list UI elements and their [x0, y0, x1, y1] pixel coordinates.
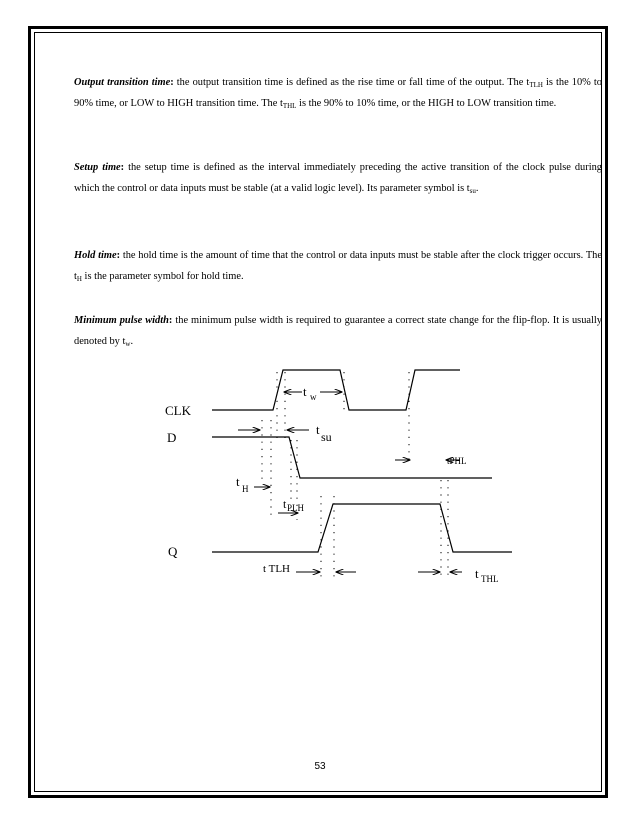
paragraph-text: . [130, 336, 134, 348]
label-tplh-sub: PLH [287, 503, 305, 513]
term-colon: : [170, 77, 174, 89]
q-waveform [212, 504, 512, 552]
subscript-tlh: TLH [529, 81, 543, 90]
term-hold-time: Hold time [74, 250, 117, 262]
label-tthl-sub: THL [481, 574, 499, 584]
label-tthl: t [475, 566, 479, 581]
paragraph-text: is the 90% to 10% time, or the HIGH to LOW transition time. [296, 98, 557, 110]
signal-label-q: Q [168, 544, 178, 559]
subscript-w: w [125, 340, 131, 349]
subscript-h: H [76, 275, 82, 284]
label-th-sub: H [242, 484, 249, 494]
label-tw-sub: w [310, 392, 317, 402]
label-ttlh: t TLH [263, 563, 290, 575]
paragraph-text: the setup time is defined as the interval immediately preceding the active transition of the clock pulse during which the control or data inputs must be stable (at a valid logic level). Its parameter symbol is t [74, 162, 602, 195]
paragraph-text: the minimum pulse width is required to guarantee a correct state change for the flip-flop. It is usually denoted by t [74, 315, 603, 348]
paragraph-text: . [475, 183, 479, 195]
term-minimum-pulse-width: Minimum pulse width [74, 315, 169, 327]
paragraph-text: is the 10% to 90% time, or LOW to HIGH transition time. The t [74, 77, 602, 110]
paragraph-text: the output transition time is defined as the rise time or fall time of the output. The t [173, 77, 530, 89]
label-tplh: t [283, 497, 287, 511]
signal-label-clk: CLK [165, 403, 191, 418]
signal-label-d: D [167, 430, 177, 445]
paragraph-text: is the parameter symbol for hold time. [81, 271, 244, 283]
term-colon: : [120, 162, 125, 174]
term-colon: : [116, 250, 121, 262]
label-tw: t [303, 384, 307, 399]
label-tphl: tPHL [447, 456, 467, 466]
term-setup-time: Setup time [74, 162, 121, 174]
term-colon: : [168, 315, 173, 327]
subscript-thl: THL [282, 102, 297, 111]
subscript-su: su [469, 187, 476, 196]
timing-arrows [238, 392, 462, 572]
paragraph-text: the hold time is the amount of time that the control or data inputs must be stable after the clock trigger occurs. The t [74, 250, 602, 283]
label-tsu-sub: su [321, 430, 332, 444]
page-number: 53 [314, 761, 326, 772]
dotted-guides [262, 372, 448, 578]
clk-waveform [212, 370, 460, 410]
label-tsu: t [316, 422, 320, 437]
label-th: t [236, 474, 240, 489]
term-output-transition-time: Output transition time [74, 77, 171, 89]
